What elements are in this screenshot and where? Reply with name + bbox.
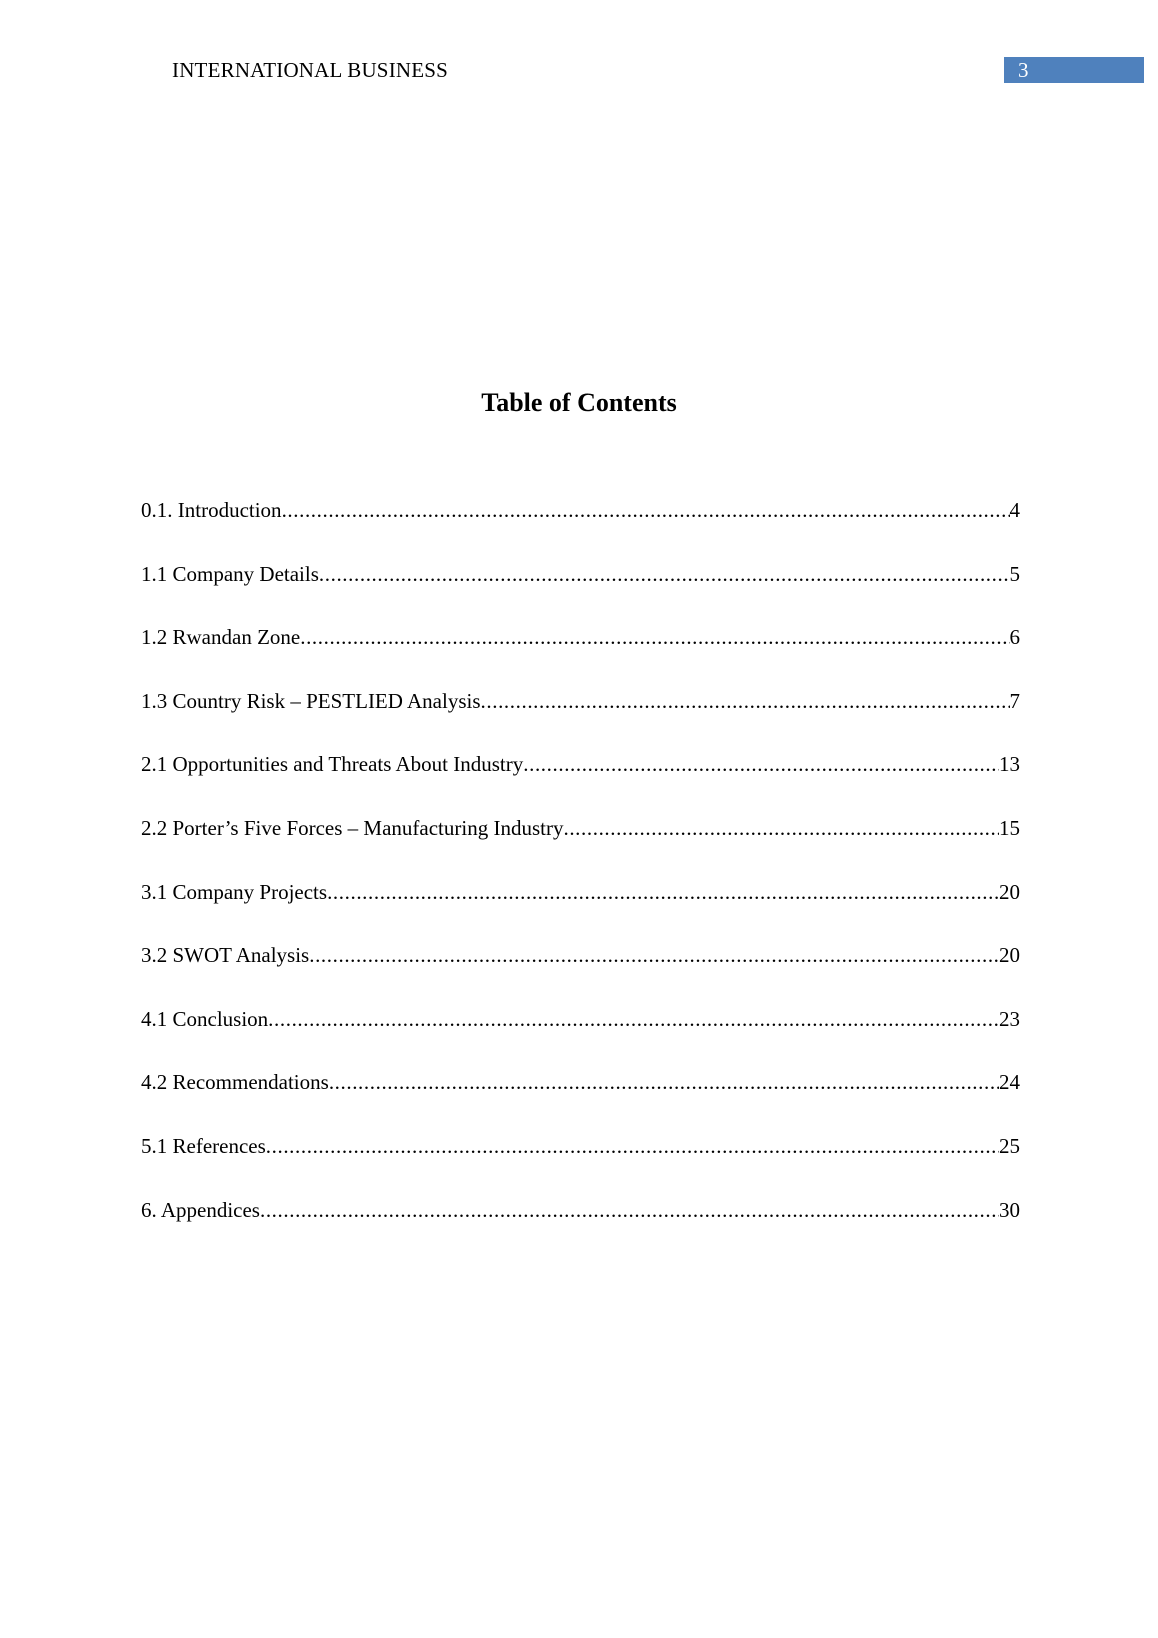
toc-entry-page: 24	[999, 1070, 1020, 1095]
toc-entry[interactable]	[141, 814, 1020, 878]
toc-entry-label: 2.1 Opportunities and Threats About Industry	[141, 752, 524, 777]
toc-entry[interactable]	[141, 750, 1020, 814]
toc-entry-label: 3.2 SWOT Analysis	[141, 943, 310, 968]
toc-dot-leader	[266, 1132, 999, 1160]
toc-entry-page: 30	[999, 1197, 1020, 1222]
toc-entry-label: 5.1 References	[141, 1133, 266, 1158]
toc-dot-leader	[523, 750, 999, 778]
toc-dot-leader	[319, 560, 1010, 588]
toc-entry[interactable]	[141, 1005, 1020, 1069]
toc-entry-page: 20	[999, 943, 1020, 968]
toc-dot-leader	[563, 814, 999, 842]
toc-entry-label: 2.2 Porter’s Five Forces – Manufacturing Industry	[141, 815, 564, 840]
toc-entry-label: 4.1 Conclusion	[141, 1006, 269, 1031]
toc-entry[interactable]	[141, 878, 1020, 942]
toc-entry[interactable]	[141, 560, 1020, 624]
toc-entry-page: 13	[999, 752, 1020, 777]
toc-entry[interactable]	[141, 1068, 1020, 1132]
toc-dot-leader	[300, 623, 1009, 651]
toc-entry-label: 1.1 Company Details	[141, 561, 319, 586]
toc-entry-page: 25	[999, 1133, 1020, 1158]
toc-entry-label: 0.1. Introduction	[141, 498, 282, 522]
toc-dot-leader	[481, 687, 1010, 715]
toc-dot-leader	[260, 1196, 999, 1224]
toc-entry-page: 5	[1009, 561, 1020, 586]
toc-entry-label: 1.2 Rwandan Zone	[141, 625, 301, 650]
toc-dot-leader	[309, 941, 999, 969]
toc-list	[141, 496, 1020, 1259]
toc-entry-page: 4	[1009, 498, 1020, 522]
toc-entry[interactable]	[141, 496, 1020, 560]
toc-dot-leader	[329, 1068, 999, 1096]
toc-entry-label: 6. Appendices	[141, 1197, 260, 1222]
toc-entry-label: 3.1 Company Projects	[141, 879, 328, 904]
toc-entry[interactable]	[141, 687, 1020, 751]
toc-dot-leader	[282, 496, 1010, 524]
toc-entry[interactable]	[141, 941, 1020, 1005]
toc-title: Table of Contents	[481, 388, 677, 417]
toc-entry[interactable]	[141, 1196, 1020, 1260]
toc-entry-page: 6	[1009, 625, 1020, 650]
toc-entry-page: 15	[999, 815, 1020, 840]
toc-dot-leader	[268, 1005, 999, 1033]
toc-entry[interactable]	[141, 1132, 1020, 1196]
toc-entry[interactable]	[141, 623, 1020, 687]
page-number: 3	[1004, 57, 1144, 83]
toc-entry-label: 1.3 Country Risk – PESTLIED Analysis	[141, 688, 481, 713]
running-head: INTERNATIONAL BUSINESS	[172, 58, 449, 82]
toc-entry-page: 20	[999, 879, 1020, 904]
toc-dot-leader	[327, 878, 999, 906]
toc-entry-page: 23	[999, 1006, 1020, 1031]
toc-entry-page: 7	[1009, 688, 1020, 713]
toc-entry-label: 4.2 Recommendations	[141, 1070, 329, 1095]
